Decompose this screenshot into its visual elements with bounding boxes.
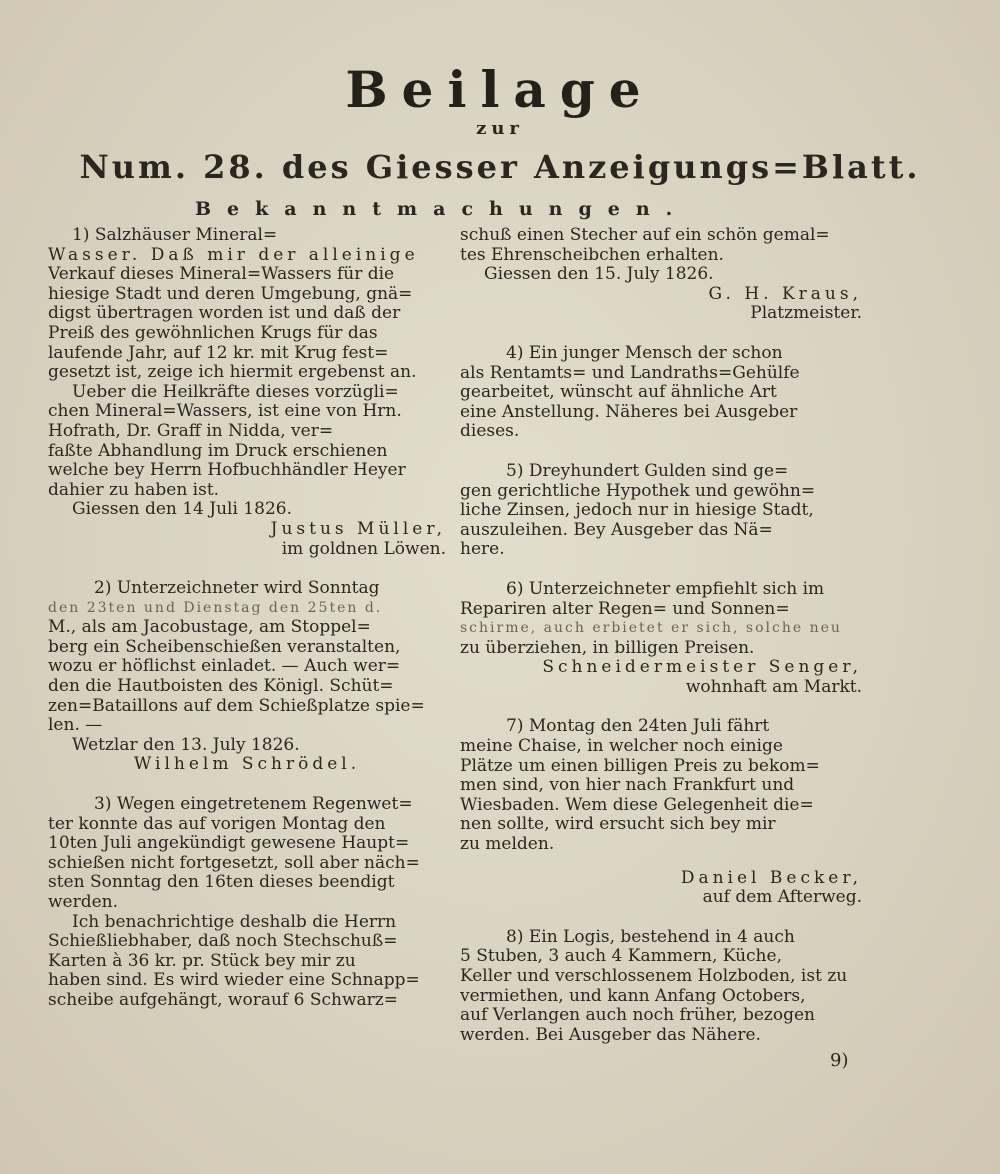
- text-line: eine Anstellung. Näheres bei Ausgeber: [460, 402, 798, 422]
- text-line: 5 Stuben, 3 auch 4 Kammern, Küche,: [460, 947, 782, 967]
- text-line: Daniel Becker,: [680, 868, 862, 888]
- text-line: 1) Salzhäuser Mineral=: [72, 226, 278, 245]
- text-line: werden. Bei Ausgeber das Nähere.: [460, 1025, 761, 1045]
- text-line: Plätze um einen billigen Preis zu bekom=: [460, 756, 820, 776]
- text-line: M., als am Jacobustage, am Stoppel=: [48, 618, 371, 638]
- paragraph-gap: [460, 560, 862, 580]
- text-line: Justus Müller,: [270, 519, 446, 539]
- text-line: tes Ehrenscheibchen erhalten.: [460, 245, 724, 265]
- text-line: gesetzt ist, zeige ich hiermit ergebenst an.: [48, 363, 417, 383]
- paragraph-gap: [460, 697, 862, 717]
- paragraph-gap: [48, 775, 446, 795]
- text-line: 10ten Juli angekündigt gewesene Haupt=: [48, 834, 410, 854]
- text-line: Schießliebhaber, daß noch Stechschuß=: [48, 932, 398, 952]
- text-line: laufende Jahr, auf 12 kr. mit Krug fest=: [48, 343, 389, 363]
- text-line: Wasser. Daß mir der alleinige: [48, 245, 419, 265]
- paragraph-gap: [460, 908, 862, 928]
- text-line: 5) Dreyhundert Gulden sind ge=: [506, 461, 789, 481]
- paragraph-gap: [460, 855, 862, 869]
- text-line: Schneidermeister Senger,: [542, 658, 862, 678]
- text-line: 6) Unterzeichneter empfiehlt sich im: [506, 579, 825, 599]
- text-line: berg ein Scheibenschießen veranstalten,: [48, 637, 401, 657]
- text-line: Hofrath, Dr. Graff in Nidda, ver=: [48, 421, 334, 441]
- text-line: Wilhelm Schrödel.: [133, 755, 361, 775]
- text-line: faßte Abhandlung im Druck erschienen: [48, 441, 388, 461]
- text-line: zu melden.: [460, 835, 555, 855]
- text-line: auszuleihen. Bey Ausgeber das Nä=: [460, 520, 773, 540]
- paragraph-gap: [460, 442, 862, 462]
- text-line: werden.: [48, 893, 119, 912]
- text-line: Giessen den 14 Juli 1826.: [72, 500, 292, 520]
- text-line: hiesige Stadt und deren Umgebung, gnä=: [48, 284, 413, 304]
- paragraph-gap: [48, 559, 446, 579]
- text-line: Wetzlar den 13. July 1826.: [72, 735, 300, 755]
- text-line: gen gerichtliche Hypothek und gewöhn=: [460, 481, 816, 501]
- text-line: als Rentamts= und Landraths=Gehülfe: [460, 363, 800, 383]
- text-line: len. —: [48, 716, 103, 736]
- text-line: 3) Wegen eingetretenem Regenwet=: [94, 795, 413, 815]
- text-line: Repariren alter Regen= und Sonnen=: [460, 599, 790, 619]
- text-line: Keller und verschlossenem Holzboden, ist zu: [460, 967, 848, 986]
- text-line: Wiesbaden. Wem diese Gelegenheit die=: [460, 795, 814, 815]
- text-line: im goldnen Löwen.: [281, 539, 446, 559]
- text-line: dahier zu haben ist.: [48, 480, 220, 500]
- page-number: 9): [830, 1050, 849, 1071]
- text-line: gearbeitet, wünscht auf ähnliche Art: [460, 383, 777, 403]
- text-line: schirme, auch erbietet er sich, solche neu: [460, 620, 842, 637]
- text-line: chen Mineral=Wassers, ist eine von Hrn.: [48, 402, 402, 422]
- text-line: Ich benachrichtige deshalb die Herrn: [72, 912, 397, 932]
- page-subtitle: Num. 28. des Giesser Anzeigungs=Blatt.: [79, 148, 921, 186]
- text-line: auf Verlangen auch noch früher, bezogen: [460, 1006, 815, 1026]
- text-line: Platzmeister.: [750, 304, 862, 324]
- page-title: Beilage: [345, 60, 655, 119]
- text-line: den die Hautboisten des Königl. Schüt=: [48, 677, 394, 697]
- text-line: schießen nicht fortgesetzt, soll aber näch=: [48, 853, 420, 873]
- text-line: wohnhaft am Markt.: [685, 677, 862, 697]
- text-line: schuß einen Stecher auf ein schön gemal=: [460, 226, 830, 245]
- text-line: men sind, von hier nach Frankfurt und: [460, 776, 795, 796]
- text-line: sten Sonntag den 16ten dieses beendigt: [48, 873, 395, 893]
- section-heading: Bekanntmachungen.: [195, 198, 689, 220]
- text-line: G. H. Kraus,: [708, 284, 862, 304]
- text-line: 4) Ein junger Mensch der schon: [506, 343, 783, 363]
- text-line: liche Zinsen, jedoch nur in hiesige Stadt,: [460, 501, 814, 521]
- text-line: dieses.: [460, 422, 520, 442]
- title-preposition: zur: [476, 118, 524, 139]
- text-line: Giessen den 15. July 1826.: [484, 265, 714, 285]
- text-line: auf dem Afterweg.: [702, 888, 862, 908]
- text-line: den 23ten und Dienstag den 25ten d.: [48, 599, 383, 616]
- text-line: vermiethen, und kann Anfang Octobers,: [460, 986, 806, 1006]
- text-line: 2) Unterzeichneter wird Sonntag: [94, 579, 380, 599]
- right-column: [460, 226, 862, 1045]
- text-line: wozu er höflichst einladet. — Auch wer=: [48, 657, 401, 677]
- text-line: zu überziehen, in billigen Preisen.: [460, 638, 755, 658]
- text-line: Ueber die Heilkräfte dieses vorzügli=: [72, 382, 399, 402]
- text-line: haben sind. Es wird wieder eine Schnapp=: [48, 971, 420, 991]
- text-line: ter konnte das auf vorigen Montag den: [48, 814, 386, 834]
- text-line: digst übertragen worden ist und daß der: [48, 304, 401, 324]
- text-line: zen=Bataillons auf dem Schießplatze spie=: [48, 696, 425, 716]
- left-column: [48, 226, 446, 1011]
- text-line: Karten à 36 kr. pr. Stück bey mir zu: [48, 951, 356, 971]
- text-line: meine Chaise, in welcher noch einige: [460, 737, 783, 757]
- text-line: Preiß des gewöhnlichen Krugs für das: [48, 323, 378, 343]
- text-line: scheibe aufgehängt, worauf 6 Schwarz=: [48, 990, 398, 1010]
- text-line: welche bey Herrn Hofbuchhändler Heyer: [48, 461, 406, 481]
- paragraph-gap: [460, 324, 862, 344]
- text-line: 7) Montag den 24ten Juli fährt: [506, 717, 770, 737]
- text-line: nen sollte, wird ersucht sich bey mir: [460, 815, 776, 835]
- text-line: 8) Ein Logis, bestehend in 4 auch: [506, 927, 795, 947]
- text-line: here.: [460, 540, 505, 560]
- text-line: Verkauf dieses Mineral=Wassers für die: [48, 265, 395, 285]
